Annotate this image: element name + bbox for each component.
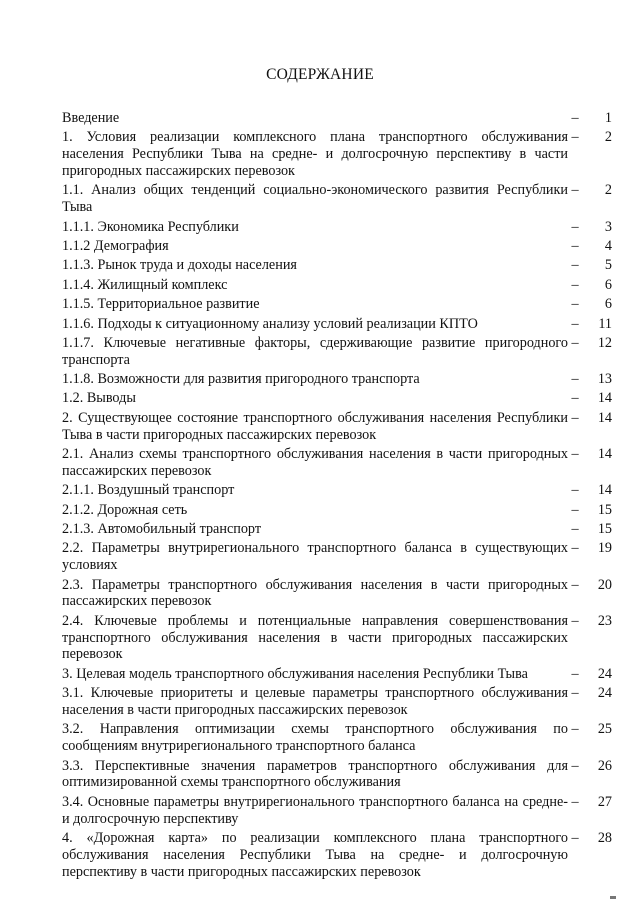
toc-entry-page: 14 bbox=[597, 482, 612, 499]
toc-entry-dash: – bbox=[571, 218, 579, 235]
toc-entry bbox=[62, 316, 612, 333]
toc-entry-text: 3.4. Основные параметры внутрирегионального транспортного баланса на средне- и долгосрочную перспективу bbox=[62, 793, 568, 827]
toc-entry-dash: – bbox=[571, 390, 579, 407]
toc-entry bbox=[62, 182, 612, 216]
toc-entry-page: 1 bbox=[604, 110, 612, 126]
toc-entry-dash: – bbox=[571, 129, 579, 146]
toc-entry bbox=[62, 502, 612, 519]
toc-entry-text: 1.1.7. Ключевые негативные факторы, сдерживающие развитие пригородного транспорта bbox=[62, 334, 568, 368]
toc-entry bbox=[62, 794, 612, 828]
toc-entry-dash: – bbox=[571, 110, 579, 126]
toc-entry-dash: – bbox=[571, 257, 579, 274]
toc-entry-dash: – bbox=[571, 315, 579, 332]
toc-entry-page: 14 bbox=[597, 446, 612, 463]
toc-entry-page: 3 bbox=[604, 218, 612, 235]
toc-entry bbox=[62, 335, 612, 369]
toc-entry-dash: – bbox=[571, 721, 579, 738]
toc-entry-page: 24 bbox=[597, 665, 612, 682]
toc-entry-dash: – bbox=[571, 182, 579, 199]
toc-entry-dash: – bbox=[571, 757, 579, 774]
toc-entry-text: 1.1.5. Территориальное развитие bbox=[62, 296, 260, 313]
toc-entry-page: 11 bbox=[598, 315, 612, 332]
toc-entry-text: 1.1.3. Рынок труда и доходы населения bbox=[62, 257, 297, 274]
toc-entry bbox=[62, 830, 612, 880]
toc-entry bbox=[62, 219, 612, 236]
toc-entry-text: 2. Существующее состояние транспортного обслуживания населения Республики Тыва в части пригородных пассажирских перевозок bbox=[62, 409, 568, 443]
toc-entry-page: 28 bbox=[597, 829, 612, 846]
toc-entry-dash: – bbox=[571, 576, 579, 593]
toc-entry bbox=[62, 371, 612, 388]
toc-entry-text: 3.1. Ключевые приоритеты и целевые параметры транспортного обслуживания населения в части пригородных пассажирских перевозок bbox=[62, 685, 568, 718]
toc-entry-page: 20 bbox=[597, 576, 612, 593]
toc-entry-page: 6 bbox=[604, 276, 612, 293]
toc-entry-page: 2 bbox=[604, 182, 612, 199]
toc-entry-dash: – bbox=[571, 521, 579, 538]
toc-entry-dash: – bbox=[571, 371, 579, 388]
toc-entry-dash: – bbox=[571, 829, 579, 846]
toc-entry-text: 1.1.1. Экономика Республики bbox=[62, 218, 239, 235]
toc-entry-page: 6 bbox=[604, 296, 612, 313]
toc-entry-text: 3.2. Направления оптимизации схемы транспортного обслуживания по сообщениям внутрирегионального транспортного баланса bbox=[62, 721, 568, 755]
toc-entry-text: 2.4. Ключевые проблемы и потенциальные направления совершенствования транспортного обслуживания населения в части пригородных пассажирских перевозок bbox=[62, 612, 568, 663]
toc-entry bbox=[62, 540, 612, 574]
toc-entry-page: 14 bbox=[597, 409, 612, 426]
toc-entry-page: 12 bbox=[597, 334, 612, 351]
toc-entry-dash: – bbox=[571, 685, 579, 702]
toc-entry bbox=[62, 758, 612, 792]
toc-entry bbox=[62, 446, 612, 480]
toc-entry-page: 2 bbox=[604, 129, 612, 146]
toc-entry bbox=[62, 129, 612, 179]
toc-entry bbox=[62, 277, 612, 294]
toc-entry-page: 25 bbox=[597, 721, 612, 738]
toc-entry-page: 4 bbox=[604, 237, 612, 254]
toc-entry bbox=[62, 685, 612, 719]
toc-entry-dash: – bbox=[571, 501, 579, 518]
toc-entry-text: 1.1.2 Демография bbox=[62, 237, 169, 254]
toc-entry bbox=[62, 296, 612, 313]
toc-entry-dash: – bbox=[571, 237, 579, 254]
toc-entry-text: 3.3. Перспективные значения параметров транспортного обслуживания для оптимизированной схемы транспортного обслуживания bbox=[62, 757, 568, 791]
toc-entry bbox=[62, 390, 612, 407]
toc-entry-text: 2.3. Параметры транспортного обслуживания населения в части пригородных пассажирских перевозок bbox=[62, 576, 568, 610]
toc-entry-page: 26 bbox=[597, 757, 612, 774]
toc-entry-page: 15 bbox=[597, 521, 612, 538]
toc-entry-page: 24 bbox=[597, 685, 612, 702]
toc-entry-text: 2.1. Анализ схемы транспортного обслуживания населения в части пригородных пассажирских перевозок bbox=[62, 446, 568, 479]
toc-entry-text: 1.1.4. Жилищный комплекс bbox=[62, 276, 228, 293]
toc-entry bbox=[62, 482, 612, 499]
toc-entry-dash: – bbox=[571, 446, 579, 463]
scan-speck bbox=[610, 896, 616, 899]
toc-entry-text: 2.1.3. Автомобильный транспорт bbox=[62, 521, 262, 538]
toc-entry-dash: – bbox=[571, 409, 579, 426]
table-of-contents bbox=[62, 110, 612, 883]
toc-entry-dash: – bbox=[571, 540, 579, 557]
toc-entry-page: 14 bbox=[597, 390, 612, 407]
toc-entry-dash: – bbox=[571, 793, 579, 810]
toc-entry-dash: – bbox=[571, 612, 579, 629]
toc-entry-text: 3. Целевая модель транспортного обслуживания населения Республики Тыва bbox=[62, 665, 528, 682]
toc-entry-page: 27 bbox=[597, 793, 612, 810]
toc-entry-text: Введение bbox=[62, 110, 120, 126]
toc-entry bbox=[62, 238, 612, 255]
toc-entry-text: 4. «Дорожная карта» по реализации комплексного плана транспортного обслуживания населения Республики Тыва на средне- и долгосрочную перспективу в части пригородных пассажирских перевозок bbox=[62, 829, 568, 880]
page-title: СОДЕРЖАНИЕ bbox=[266, 66, 374, 83]
toc-entry-dash: – bbox=[571, 665, 579, 682]
toc-entry bbox=[62, 257, 612, 274]
toc-entry-page: 5 bbox=[604, 257, 612, 274]
toc-entry-text: 2.1.1. Воздушный транспорт bbox=[62, 482, 235, 499]
toc-entry bbox=[62, 110, 612, 127]
toc-entry-text: 1.2. Выводы bbox=[62, 390, 136, 407]
toc-entry-text: 1.1.8. Возможности для развития пригородного транспорта bbox=[62, 371, 420, 388]
toc-entry-text: 1.1. Анализ общих тенденций социально-экономического развития Республики Тыва bbox=[62, 182, 568, 216]
toc-entry bbox=[62, 721, 612, 755]
toc-entry bbox=[62, 410, 612, 444]
toc-entry-page: 23 bbox=[597, 612, 612, 629]
toc-entry-page: 19 bbox=[597, 540, 612, 557]
toc-entry-dash: – bbox=[571, 296, 579, 313]
toc-entry-page: 13 bbox=[597, 371, 612, 388]
toc-entry bbox=[62, 613, 612, 663]
toc-entry-page: 15 bbox=[597, 501, 612, 518]
toc-entry bbox=[62, 666, 612, 683]
toc-entry-text: 2.2. Параметры внутрирегионального транспортного баланса в существующих условиях bbox=[62, 540, 568, 574]
toc-entry-text: 2.1.2. Дорожная сеть bbox=[62, 501, 188, 518]
toc-entry-text: 1.1.6. Подходы к ситуационному анализу условий реализации КПТО bbox=[62, 315, 478, 332]
toc-entry-dash: – bbox=[571, 482, 579, 499]
toc-entry-dash: – bbox=[571, 276, 579, 293]
toc-entry-dash: – bbox=[571, 334, 579, 351]
toc-entry-text: 1. Условия реализации комплексного плана транспортного обслуживания населения Республики Тыва на средне- и долгосрочную перспективу в части пригородных пассажирских перевозок bbox=[62, 129, 568, 179]
toc-entry bbox=[62, 577, 612, 611]
toc-entry bbox=[62, 521, 612, 538]
